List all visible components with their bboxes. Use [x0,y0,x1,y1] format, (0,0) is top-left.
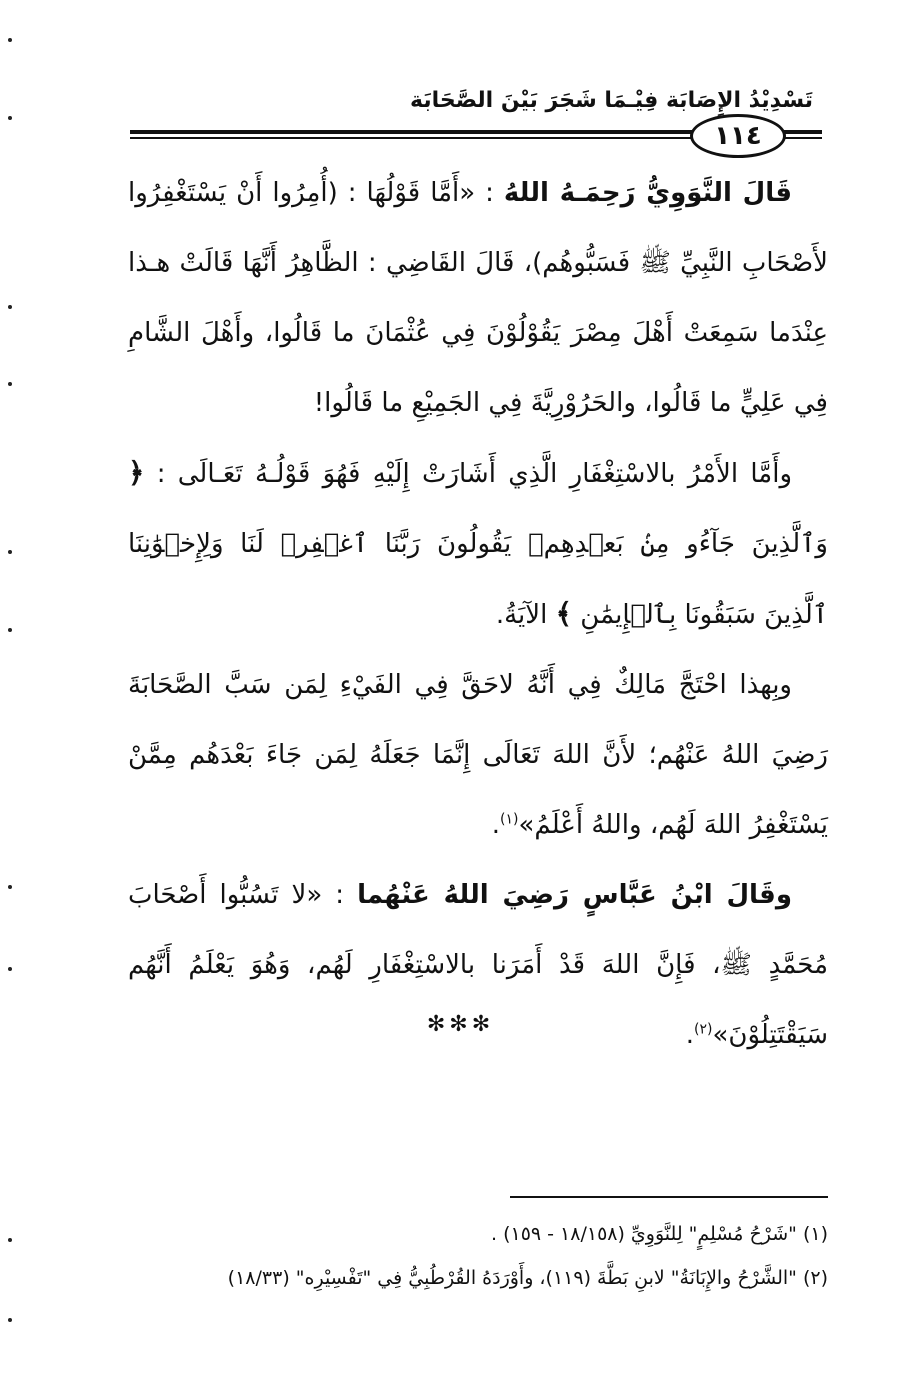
footnote-ref[interactable]: (٢) [694,1021,713,1038]
paragraph [128,438,828,650]
footnote-rule [510,1196,828,1198]
body-text [128,158,828,1070]
speaker-lead: وقَالَ ابْنُ عَبَّاسٍ رَضِيَ اللهُ عَنْهُما [357,880,792,910]
paragraph-text: : «أَمَّا قَوْلُهَا : (أُمِرُوا أَنْ يَسْتَغْفِرُوا لأَصْحَابِ النَّبِيِّ ﷺ فَسَبُّوهُم)، قَالَ القَاضِي : الظَّاهِرُ أَنَّهَا قَالَتْ هـذا عِنْدَما سَمِعَتْ أَهْلَ مِصْرَ يَقُوْلُوْنَ فِي عُثْمَانَ ما قَالُوا، وأَهْلَ الشَّامِ فِي عَلِيٍّ ما قَالُوا، والحَرُوْرِيَّةَ فِي الجَمِيْعِ ما قَالُوا! [128,178,828,418]
verse-close-bracket: ﴾ [555,597,573,630]
scan-speck [8,967,12,971]
paragraph-text: وبِهذا احْتَجَّ مَالِكٌ فِي أَنَّهُ لاحَقَّ فِي الفَيْءِ لِمَن سَبَّ الصَّحَابَةَ رَضِيَ اللهُ عَنْهُم؛ لأَنَّ اللهَ تَعَالَى إِنَّمَا جَعَلَهُ لِمَن جَاءَ بَعْدَهُم مِمَّنْ يَسْتَغْفِرُ اللهَ لَهُم، واللهُ أَعْلَمُ» [128,670,828,840]
footnote-ref[interactable]: (١) [500,811,519,828]
paragraph [128,158,828,438]
scan-speck [8,885,12,889]
section-separator: ✻✻✻ [426,1012,495,1037]
scan-speck [8,550,12,554]
speaker-lead: قَالَ النَّوَوِيُّ رَحِمَـهُ اللهُ [503,178,792,208]
quran-verse: وَٱلَّذِينَ جَآءُو مِنۢ بَعۡدِهِمۡ يَقُولُونَ رَبَّنَا ٱغۡفِرۡ لَنَا وَلِإِخۡوَٰنِنَا ٱلَّذِينَ سَبَقُونَا بِٱلۡإِيمَٰنِ [128,529,828,630]
footnote: (١) "شَرْحُ مُسْلِمٍ" لِلنَّوَوِيِّ (١٨/١٥٨ - ١٥٩) . [490,1223,828,1245]
paragraph-text: وأَمَّا الأَمْرُ بالاسْتِغْفَارِ الَّذِي أَشَارَتْ إِلَيْهِ فَهُوَ قَوْلُـهُ تَعَـالَى : [144,459,792,489]
scan-speck [8,628,12,632]
paragraph-text: الآيَةُ. [495,600,556,630]
paragraph-end: . [491,810,501,840]
scan-speck [8,305,12,309]
paragraph [128,650,828,860]
paragraph-end: . [685,1020,695,1050]
page-number-oval [690,114,786,158]
scan-speck [8,1318,12,1322]
scan-speck [8,1238,12,1242]
paragraph [128,860,828,1070]
scan-speck [8,116,12,120]
page-number: ١١٤ [714,121,762,151]
verse-open-bracket: ﴿ [128,456,145,489]
scan-speck [8,382,12,386]
scan-speck [8,38,12,42]
footnote: (٢) "الشَّرْحُ والإِبَانَةُ" لابنِ بَطَّةَ (١١٩)، وأَوْرَدَهُ القُرْطُبِيُّ فِي "تَفْسِيْرِه" (١٨/٣٣) [227,1267,828,1289]
paragraph-text: : «لا تَسُبُّوا أَصْحَابَ مُحَمَّدٍ ﷺ، فَإِنَّ اللهَ قَدْ أَمَرَنا بالاسْتِغْفَارِ لَهُم، وَهُوَ يَعْلَمُ أَنَّهُم سَيَقْتَتِلُوْنَ» [128,880,828,1050]
footnotes [128,1212,828,1300]
running-title: تَسْدِيْدُ الإِصَابَة فِيْـمَا شَجَرَ بَيْنَ الصَّحَابَة [410,88,813,113]
